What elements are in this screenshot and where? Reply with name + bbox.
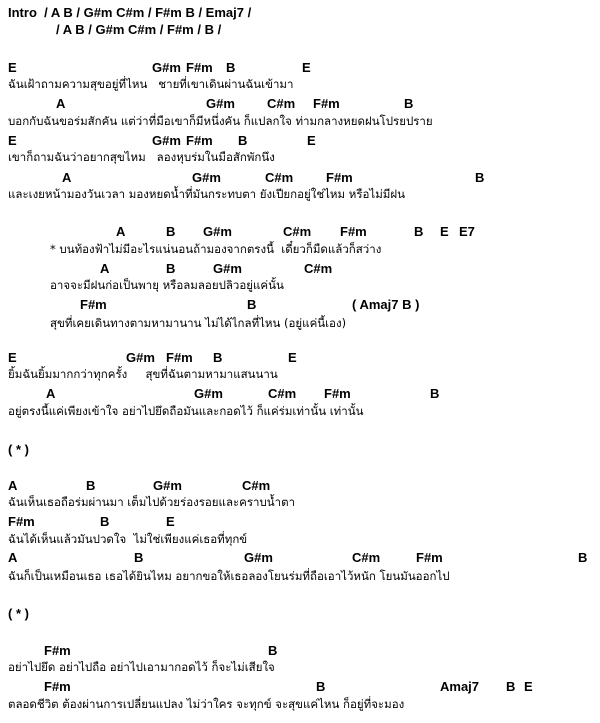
chord: E: [524, 679, 533, 694]
chord: G#m: [153, 478, 182, 493]
chord: B: [475, 170, 485, 185]
chord: A: [100, 261, 110, 276]
chord: C#m: [304, 261, 333, 276]
chord: B: [86, 478, 96, 493]
chord: E: [8, 133, 17, 148]
chord: F#m: [416, 550, 443, 565]
chord: G#m: [203, 224, 232, 239]
chord: B: [100, 514, 110, 529]
lyric-line: ฉันได้เห็นแล้วมันปวดใจ ไม่ใช่เพียงแค่เธอที่ทุกข์: [8, 532, 248, 546]
chord: G#m: [152, 133, 181, 148]
lyric-line: ตลอดชีวิต ต้องผ่านการเปลี่ยนแปลง ไม่ว่าใคร จะทุกข์ จะสุขแค่ไหน ก็อยู่ที่จะมอง: [8, 697, 405, 711]
intro-line-1: Intro / A B / G#m C#m / F#m B / Emaj7 /: [8, 5, 252, 20]
chord: B: [166, 261, 176, 276]
chord: B: [247, 297, 257, 312]
chord: A: [8, 478, 18, 493]
chord: F#m: [166, 350, 193, 365]
lyric-line: อาจจะมีฝนก่อเป็นพายุ หรือลมลอยปลิวอยู่แค่นั้น: [50, 278, 284, 292]
chord: B: [166, 224, 176, 239]
chord: F#m: [326, 170, 353, 185]
chord: ( Amaj7 B ): [352, 297, 420, 312]
lyric-line: ฉันเฝ้าถามความสุขอยู่ที่ไหน ชายที่เขาเดินผ่านฉันเข้ามา: [8, 77, 294, 91]
chord: B: [404, 96, 414, 111]
chord: A: [46, 386, 56, 401]
chord: F#m: [313, 96, 340, 111]
chord: F#m: [8, 514, 35, 529]
lyric-line: ฉันเห็นเธอถือร่มผ่านมา เต็มไปด้วยร่องรอยและคราบน้ำตา: [8, 495, 296, 509]
intro-line-2: / A B / G#m C#m / F#m / B /: [56, 22, 222, 37]
chord: F#m: [80, 297, 107, 312]
chord: G#m: [152, 60, 181, 75]
chord: E7: [459, 224, 475, 239]
chord: G#m: [244, 550, 273, 565]
chord: F#m: [186, 60, 213, 75]
lyric-line: * บนท้องฟ้าไม่มีอะไรแน่นอนถ้ามองจากตรงนี้ เดี๋ยวก็มืดแล้วก็สว่าง: [50, 242, 382, 256]
chord: B: [316, 679, 326, 694]
chord: A: [8, 550, 18, 565]
chord: B: [578, 550, 588, 565]
chord: F#m: [44, 679, 71, 694]
chord: E: [8, 350, 17, 365]
chord: B: [506, 679, 516, 694]
chord: F#m: [44, 643, 71, 658]
chord: Amaj7: [440, 679, 480, 694]
chord: E: [307, 133, 316, 148]
lyric-line: และเงยหน้ามองวันเวลา มองหยดน้ำที่มันกระทบตา ยังเปียกอยู่ใช่ไหม หรือไม่มีฝน: [8, 187, 405, 201]
chord: C#m: [283, 224, 312, 239]
chord: B: [213, 350, 223, 365]
chord: A: [116, 224, 126, 239]
chord: B: [226, 60, 236, 75]
chorus-repeat-mark: ( * ): [8, 606, 29, 621]
chord: C#m: [267, 96, 296, 111]
chord: G#m: [213, 261, 242, 276]
chord: E: [166, 514, 175, 529]
chord: C#m: [265, 170, 294, 185]
lyric-line: สุขที่เคยเดินทางตามหามานาน ไม่ได้ไกลที่ไหน (อยู่แค่นี้เอง): [50, 316, 347, 330]
chorus-repeat-mark: ( * ): [8, 442, 29, 457]
chord: E: [8, 60, 17, 75]
chord: A: [56, 96, 66, 111]
chord: G#m: [126, 350, 155, 365]
chord: B: [414, 224, 424, 239]
chord: C#m: [242, 478, 271, 493]
chord: G#m: [206, 96, 235, 111]
chord: E: [302, 60, 311, 75]
lyric-line: บอกกับฉันขอร่มสักคัน แต่ว่าที่มือเขาก็มีหนึ่งคัน ก็แปลกใจ ท่ามกลางหยดฝนโปรยปราย: [8, 114, 433, 128]
lyric-line: เขาก็ถามฉันว่าอยากสุขไหม ลองหุบร่มในมือสักพักนึง: [8, 150, 275, 164]
chord: F#m: [324, 386, 351, 401]
chord: A: [62, 170, 72, 185]
chord: B: [134, 550, 144, 565]
chord: E: [288, 350, 297, 365]
chord: B: [238, 133, 248, 148]
chord: C#m: [352, 550, 381, 565]
chord: C#m: [268, 386, 297, 401]
chord: F#m: [186, 133, 213, 148]
lyric-line: ยิ้มฉันยิ้มมากกว่าทุกครั้ง สุขที่ฉันตามหามาแสนนาน: [8, 367, 278, 381]
chord: B: [430, 386, 440, 401]
chord: G#m: [194, 386, 223, 401]
chord: F#m: [340, 224, 367, 239]
chord: G#m: [192, 170, 221, 185]
chord: B: [268, 643, 278, 658]
lyric-line: อยู่ตรงนี้แค่เพียงเข้าใจ อย่าไปยึดถือมันและกอดไว้ ก็แค่ร่มเท่านั้น เท่านั้น: [8, 404, 364, 418]
chord: E: [440, 224, 449, 239]
lyric-line: อย่าไปยึด อย่าไปถือ อย่าไปเอามากอดไว้ ก็จะไม่เสียใจ: [8, 660, 275, 674]
lyric-line: ฉันก็เป็นเหมือนเธอ เธอได้ยินไหม อยากขอให้เธอลองโยนร่มที่ถือเอาไว้หนัก โยนมันออกไป: [8, 569, 450, 583]
